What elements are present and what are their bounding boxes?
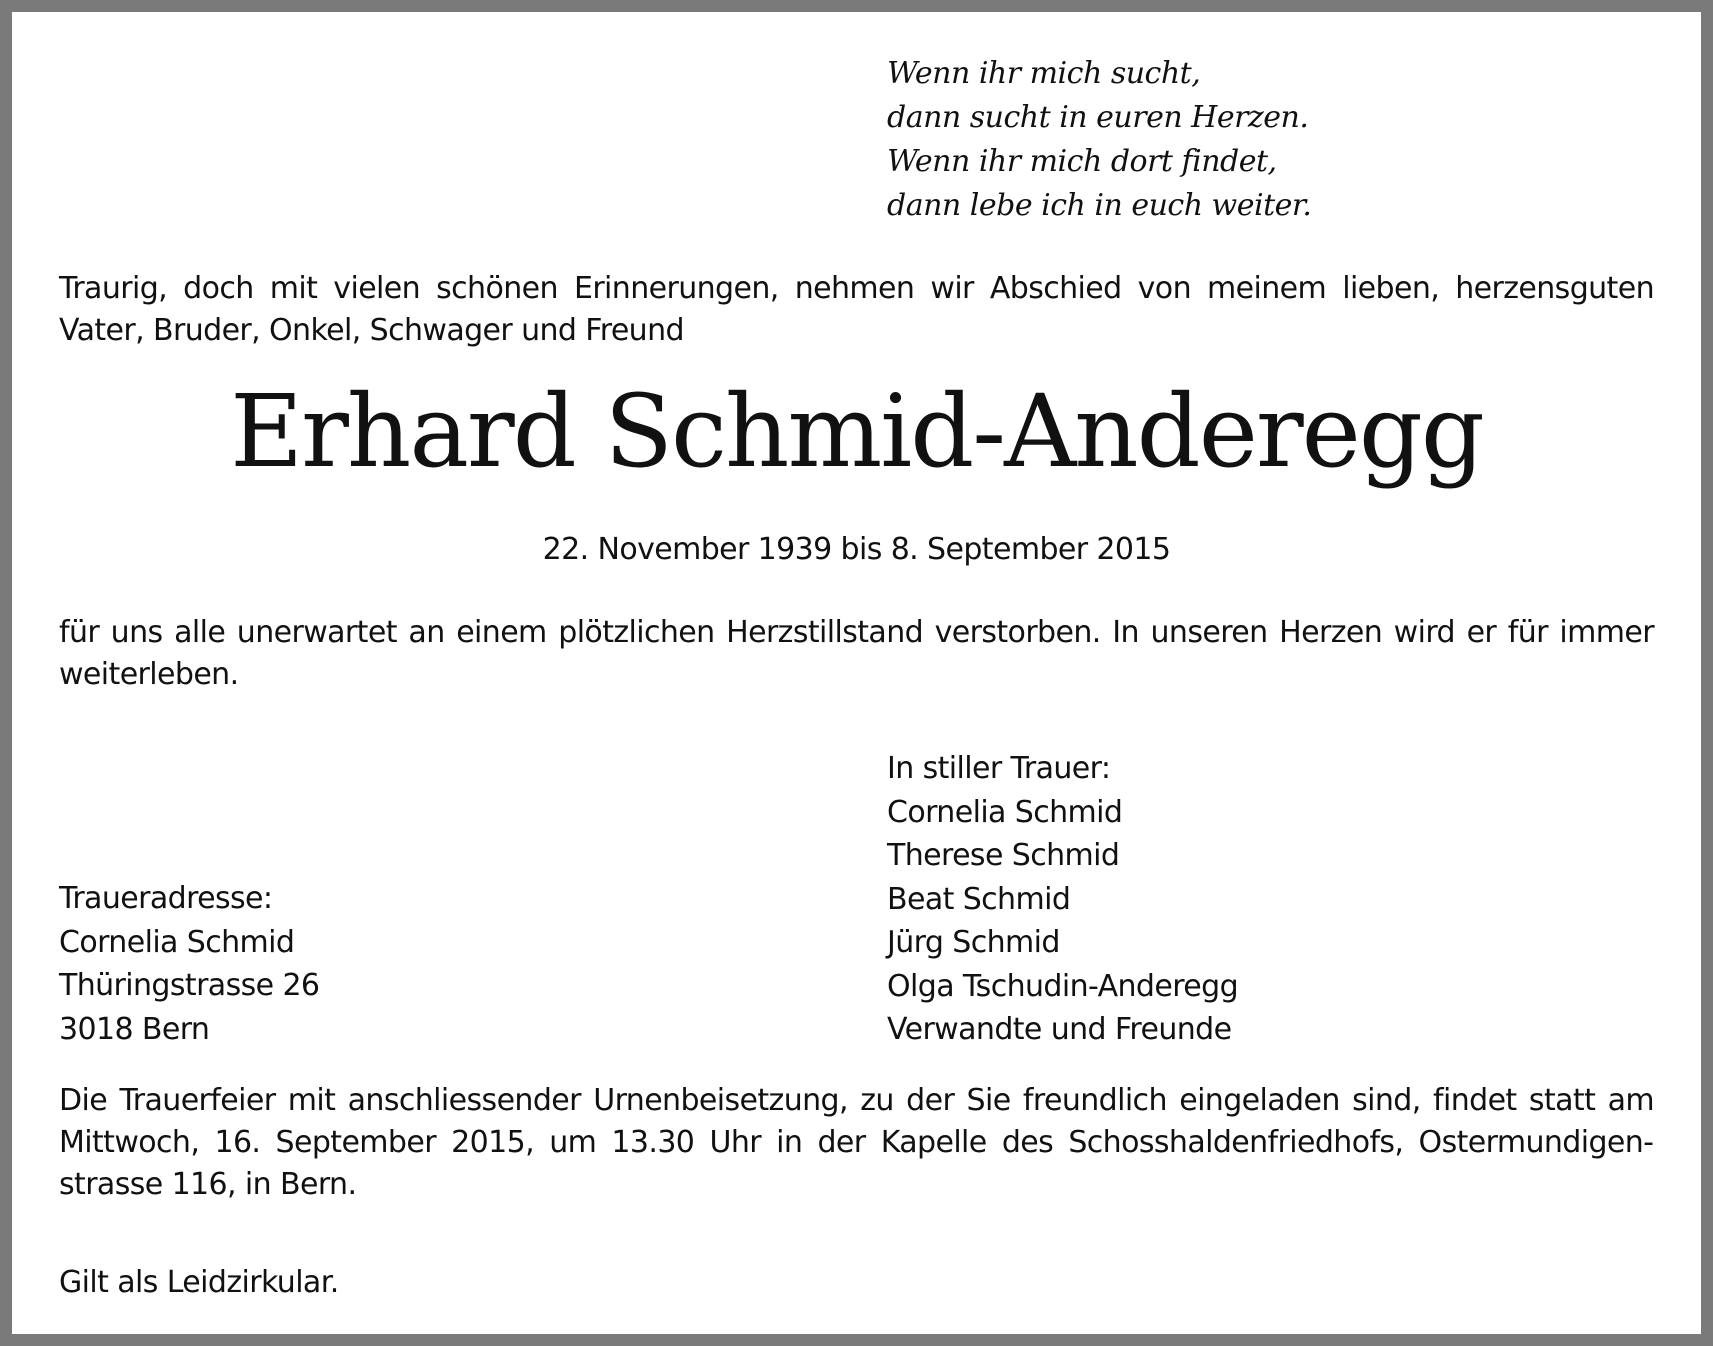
address-heading: Traueradresse:	[59, 881, 273, 916]
mourner-name: Verwandte und Freunde	[887, 1012, 1232, 1047]
mourner-name: Jürg Schmid	[887, 925, 1060, 960]
death-circumstance-text: für uns alle unerwartet an einem plötzlichen Herzstillstand verstorben. In unseren Herzen wird er für immer weiterleben.	[59, 615, 1654, 692]
mourners-heading: In stiller Trauer:	[887, 751, 1111, 786]
mourner-name: Beat Schmid	[887, 881, 1071, 917]
address-line: 3018 Bern	[59, 1011, 210, 1047]
address-line: Thüringstrasse 26	[59, 968, 320, 1003]
mourners-list	[887, 747, 1238, 1052]
poem-line: dann lebe ich in euch weiter.	[887, 188, 1312, 223]
address-line: Cornelia Schmid	[59, 924, 295, 960]
obituary-notice	[12, 12, 1701, 1334]
closing-note: Gilt als Leidzirkular.	[59, 1265, 339, 1300]
mourner-name: Olga Tschudin-Anderegg	[887, 968, 1239, 1004]
intro-text: Traurig, doch mit vielen schönen Erinnerungen, nehmen wir Abschied von meinem lieben, herzensguten Vater, Bruder, Onkel, Schwager und Freund	[59, 271, 1654, 348]
ceremony-text: Die Trauerfeier mit anschliessender Urnenbeisetzung, zu der Sie freundlich eingeladen sind, findet statt am Mittwoch, 16. September 2015, um 13.30 Uhr in der Kapelle des Schosshaldenfriedhofs, Ostermundigenstrasse 116, in Bern.	[59, 1083, 1654, 1202]
life-dates: 22. November 1939 bis 8. September 2015	[542, 532, 1171, 567]
mourning-address	[59, 877, 319, 1051]
poem-line: dann sucht in euren Herzen.	[887, 100, 1309, 135]
mourner-name: Therese Schmid	[887, 838, 1120, 873]
mourner-name: Cornelia Schmid	[887, 794, 1123, 830]
poem-line: Wenn ihr mich dort findet,	[887, 144, 1277, 179]
deceased-name: Erhard Schmid-Anderegg	[230, 373, 1483, 490]
poem	[887, 52, 1311, 228]
poem-line: Wenn ihr mich sucht,	[887, 56, 1201, 91]
